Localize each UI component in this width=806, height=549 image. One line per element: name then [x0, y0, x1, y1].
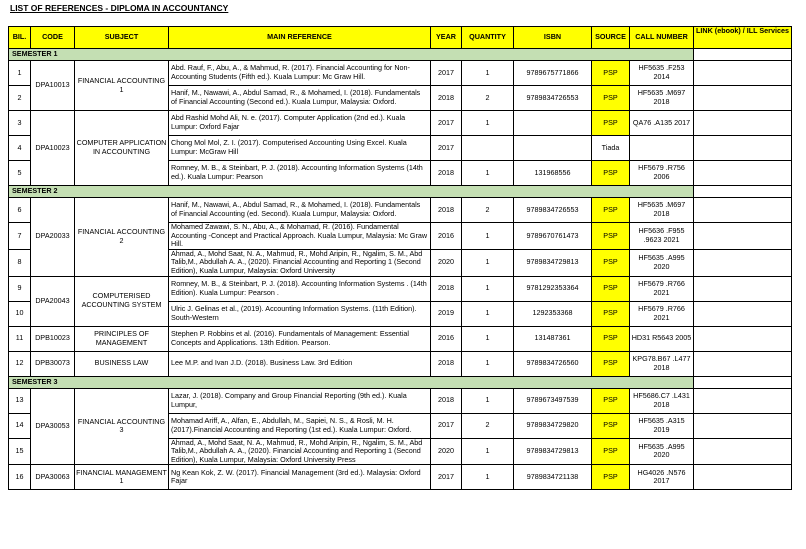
subject-cell: COMPUTER APPLICATION IN ACCOUNTING	[75, 111, 169, 186]
bil-cell: 12	[9, 351, 31, 376]
header-quantity: QUANTITY	[462, 27, 514, 49]
isbn-cell	[514, 111, 592, 136]
reference-cell: Abd. Rauf, F., Abu, A., & Mahmud, R. (2017). Financial Accounting for Non-Accounting Students (Fifth ed.). Kuala Lumpur: Mc Graw Hill.	[169, 61, 431, 86]
semester-label: SEMESTER 1	[9, 49, 694, 61]
link-cell[interactable]	[694, 136, 792, 161]
table-row	[9, 388, 792, 413]
quantity-cell: 1	[462, 161, 514, 186]
bil-cell: 4	[9, 136, 31, 161]
year-cell: 2017	[431, 61, 462, 86]
bil-cell: 8	[9, 249, 31, 276]
source-cell: PSP	[592, 276, 630, 301]
source-cell: PSP	[592, 111, 630, 136]
quantity-cell: 2	[462, 86, 514, 111]
header-bil: BIL.	[9, 27, 31, 49]
bil-cell: 16	[9, 465, 31, 490]
call-number-cell: HF5635 .A995 2020	[630, 249, 694, 276]
year-cell: 2018	[431, 161, 462, 186]
code-cell: DPA30053	[31, 388, 75, 465]
code-cell: DPB30073	[31, 351, 75, 376]
source-cell: PSP	[592, 326, 630, 351]
source-cell: PSP	[592, 249, 630, 276]
reference-cell: Hanif, M., Nawawi, A., Abdul Samad, R., & Mohamed, I. (2018). Fundamentals of Financial Accounting (ed. Second). Kuala Lumpur, Malaysia: Oxford.	[169, 198, 431, 223]
reference-cell: Hanif, M., Nawawi, A., Abdul Samad, R., & Mohamed, I. (2018). Fundamentals of Financial Accounting (Second ed.). Kuala Lumpur, Malaysia: Oxford.	[169, 86, 431, 111]
quantity-cell: 1	[462, 326, 514, 351]
call-number-cell: HG4026 .N576 2017	[630, 465, 694, 490]
reference-cell: Ulric J. Gelinas et al., (2019). Accounting Information Systems. (11th Edition). South-Western	[169, 301, 431, 326]
subject-cell: PRINCIPLES OF MANAGEMENT	[75, 326, 169, 351]
source-cell: PSP	[592, 86, 630, 111]
link-cell[interactable]	[694, 276, 792, 301]
isbn-cell: 9789834729813	[514, 249, 592, 276]
source-cell: Tiada	[592, 136, 630, 161]
code-cell: DPA20043	[31, 276, 75, 326]
year-cell: 2017	[431, 413, 462, 438]
link-cell[interactable]	[694, 326, 792, 351]
header-main-reference: MAIN REFERENCE	[169, 27, 431, 49]
link-cell[interactable]	[694, 351, 792, 376]
quantity-cell: 2	[462, 198, 514, 223]
semester-label: SEMESTER 2	[9, 186, 694, 198]
code-cell: DPA10023	[31, 111, 75, 186]
reference-cell: Lazar, J. (2018). Company and Group Financial Reporting (9th ed.). Kuala Lumpur,	[169, 388, 431, 413]
header-link: LINK (ebook) / ILL Services	[694, 27, 792, 49]
table-row	[9, 111, 792, 136]
year-cell: 2018	[431, 351, 462, 376]
semester-row	[9, 49, 792, 61]
year-cell: 2017	[431, 465, 462, 490]
isbn-cell: 9789834726553	[514, 198, 592, 223]
table-row	[9, 198, 792, 223]
semester-row	[9, 376, 792, 388]
quantity-cell: 1	[462, 249, 514, 276]
year-cell: 2017	[431, 111, 462, 136]
code-cell: DPA30063	[31, 465, 75, 490]
isbn-cell: 131968556	[514, 161, 592, 186]
call-number-cell: HF5635 .F253 2014	[630, 61, 694, 86]
quantity-cell: 1	[462, 111, 514, 136]
isbn-cell: 9789675771866	[514, 61, 592, 86]
header-year: YEAR	[431, 27, 462, 49]
reference-cell: Stephen P. Robbins et al. (2016). Fundamentals of Management: Essential Concepts and Applications. 13th Edition. Pearson.	[169, 326, 431, 351]
document-title: LIST OF REFERENCES - DIPLOMA IN ACCOUNTANCY	[10, 3, 229, 13]
quantity-cell: 2	[462, 413, 514, 438]
reference-cell: Ahmad, A., Mohd Saat, N. A., Mahmud, R., Mohd Aripin, R., Ngalim, S. M., Abd Talib,M., Abdullah A. A., (2020). Financial Accounting and Reporting 1 (Second Edition), Kuala Lumpur, Malaysia: Oxford University Press	[169, 438, 431, 465]
header-source: SOURCE	[592, 27, 630, 49]
year-cell: 2020	[431, 438, 462, 465]
subject-cell: BUSINESS LAW	[75, 351, 169, 376]
bil-cell: 9	[9, 276, 31, 301]
call-number-cell: HF5679 .R756 2006	[630, 161, 694, 186]
bil-cell: 11	[9, 326, 31, 351]
isbn-cell: 9789834726560	[514, 351, 592, 376]
source-cell: PSP	[592, 465, 630, 490]
isbn-cell: 1292353368	[514, 301, 592, 326]
call-number-cell: HF5635 .M697 2018	[630, 86, 694, 111]
source-cell: PSP	[592, 388, 630, 413]
isbn-cell: 9789670761473	[514, 223, 592, 250]
reference-cell: Mohamed Zawawi, S. N., Abu, A., & Mohamad, R. (2016). Fundamental Accounting -Concept and Practical Approach. Kuala Lumpur, Malaysia: Mc Graw Hill.	[169, 223, 431, 250]
quantity-cell: 1	[462, 351, 514, 376]
call-number-cell: QA76 .A135 2017	[630, 111, 694, 136]
semester-label: SEMESTER 3	[9, 376, 694, 388]
header-isbn: ISBN	[514, 27, 592, 49]
reference-cell: Lee M.P. and Ivan J.D. (2018). Business Law. 3rd Edition	[169, 351, 431, 376]
reference-cell: Chong Mol Mol, Z. I. (2017). Computerised Accounting Using Excel. Kuala Lumpur: McGraw Hill	[169, 136, 431, 161]
header-row	[9, 27, 792, 49]
call-number-cell: HF5635 .M697 2018	[630, 198, 694, 223]
subject-cell: FINANCIAL ACCOUNTING 1	[75, 61, 169, 111]
link-cell[interactable]	[694, 301, 792, 326]
bil-cell: 15	[9, 438, 31, 465]
year-cell: 2016	[431, 223, 462, 250]
code-cell: DPA20033	[31, 198, 75, 277]
link-cell[interactable]	[694, 111, 792, 136]
link-cell[interactable]	[694, 223, 792, 250]
isbn-cell: 9789834729820	[514, 413, 592, 438]
bil-cell: 2	[9, 86, 31, 111]
year-cell: 2018	[431, 276, 462, 301]
link-cell[interactable]	[694, 198, 792, 223]
bil-cell: 10	[9, 301, 31, 326]
quantity-cell	[462, 136, 514, 161]
quantity-cell: 1	[462, 438, 514, 465]
bil-cell: 3	[9, 111, 31, 136]
year-cell: 2018	[431, 388, 462, 413]
link-cell[interactable]	[694, 249, 792, 276]
reference-cell: Mohamad Ariff, A., Alfan, E., Abdullah, M., Sapiei, N. S., & Rosli, M. H. (2017).Financial Accounting and Reporting (1st ed.). Kuala Lumpur: Oxford.	[169, 413, 431, 438]
isbn-cell: 131487361	[514, 326, 592, 351]
call-number-cell: HD31 R5643 2005	[630, 326, 694, 351]
quantity-cell: 1	[462, 61, 514, 86]
header-subject: SUBJECT	[75, 27, 169, 49]
isbn-cell: 9789834729813	[514, 438, 592, 465]
year-cell: 2017	[431, 136, 462, 161]
year-cell: 2016	[431, 326, 462, 351]
call-number-cell	[630, 136, 694, 161]
table-row	[9, 326, 792, 351]
reference-cell: Ng Kean Kok, Z. W. (2017). Financial Management (3rd ed.). Malaysia: Oxford Fajar	[169, 465, 431, 490]
quantity-cell: 1	[462, 301, 514, 326]
link-cell[interactable]	[694, 438, 792, 465]
call-number-cell: HF5636 .F955 .9623 2021	[630, 223, 694, 250]
quantity-cell: 1	[462, 223, 514, 250]
quantity-cell: 1	[462, 465, 514, 490]
code-cell: DPB10023	[31, 326, 75, 351]
link-cell[interactable]	[694, 413, 792, 438]
reference-cell: Ahmad, A., Mohd Saat, N. A., Mahmud, R., Mohd Aripin, R., Ngalim, S. M., Abd Talib,M., Abdullah A. A., (2020). Financial Accounting and Reporting 1 (Second Edition), Kuala Lumpur, Malaysia: Oxford University	[169, 249, 431, 276]
link-cell[interactable]	[694, 61, 792, 86]
isbn-cell: 9789834721138	[514, 465, 592, 490]
bil-cell: 13	[9, 388, 31, 413]
call-number-cell: HF5686.C7 .L431 2018	[630, 388, 694, 413]
semester-row	[9, 186, 792, 198]
source-cell: PSP	[592, 61, 630, 86]
link-cell[interactable]	[694, 161, 792, 186]
link-cell[interactable]	[694, 465, 792, 490]
table-row	[9, 465, 792, 490]
code-cell: DPA10013	[31, 61, 75, 111]
source-cell: PSP	[592, 223, 630, 250]
bil-cell: 6	[9, 198, 31, 223]
reference-cell: Abd Rashid Mohd Ali, N. e. (2017). Computer Application (2nd ed.). Kuala Lumpur: Oxford Fajar	[169, 111, 431, 136]
quantity-cell: 1	[462, 276, 514, 301]
reference-cell: Romney, M. B., & Steinbart, P. J. (2018). Accounting Information Systems (14th ed.). Kuala Lumpur: Pearson	[169, 161, 431, 186]
call-number-cell: HF5679 .R766 2021	[630, 276, 694, 301]
isbn-cell: 9789673497539	[514, 388, 592, 413]
link-cell[interactable]	[694, 86, 792, 111]
reference-cell: Romney, M. B., & Steinbart, P. J. (2018). Accounting Information Systems . (14th Edition). Kuala Lumpur: Pearson .	[169, 276, 431, 301]
call-number-cell: HF5635 .A995 2020	[630, 438, 694, 465]
isbn-cell: 9781292353364	[514, 276, 592, 301]
bil-cell: 7	[9, 223, 31, 250]
source-cell: PSP	[592, 161, 630, 186]
source-cell: PSP	[592, 438, 630, 465]
quantity-cell: 1	[462, 388, 514, 413]
year-cell: 2019	[431, 301, 462, 326]
year-cell: 2018	[431, 198, 462, 223]
subject-cell: FINANCIAL ACCOUNTING 3	[75, 388, 169, 465]
source-cell: PSP	[592, 413, 630, 438]
call-number-cell: HF5635 .A315 2019	[630, 413, 694, 438]
subject-cell: FINANCIAL ACCOUNTING 2	[75, 198, 169, 277]
source-cell: PSP	[592, 301, 630, 326]
isbn-cell: 9789834726553	[514, 86, 592, 111]
subject-cell: COMPUTERISED ACCOUNTING SYSTEM	[75, 276, 169, 326]
subject-cell: FINANCIAL MANAGEMENT 1	[75, 465, 169, 490]
source-cell: PSP	[592, 351, 630, 376]
call-number-cell: HF5679 .R766 2021	[630, 301, 694, 326]
header-call-number: CALL NUMBER	[630, 27, 694, 49]
table-row	[9, 61, 792, 86]
header-code: CODE	[31, 27, 75, 49]
table-row	[9, 351, 792, 376]
bil-cell: 14	[9, 413, 31, 438]
table-row	[9, 276, 792, 301]
call-number-cell: KPG78.B67 .L477 2018	[630, 351, 694, 376]
year-cell: 2020	[431, 249, 462, 276]
bil-cell: 5	[9, 161, 31, 186]
isbn-cell	[514, 136, 592, 161]
bil-cell: 1	[9, 61, 31, 86]
year-cell: 2018	[431, 86, 462, 111]
source-cell: PSP	[592, 198, 630, 223]
link-cell[interactable]	[694, 388, 792, 413]
references-table	[8, 26, 792, 490]
